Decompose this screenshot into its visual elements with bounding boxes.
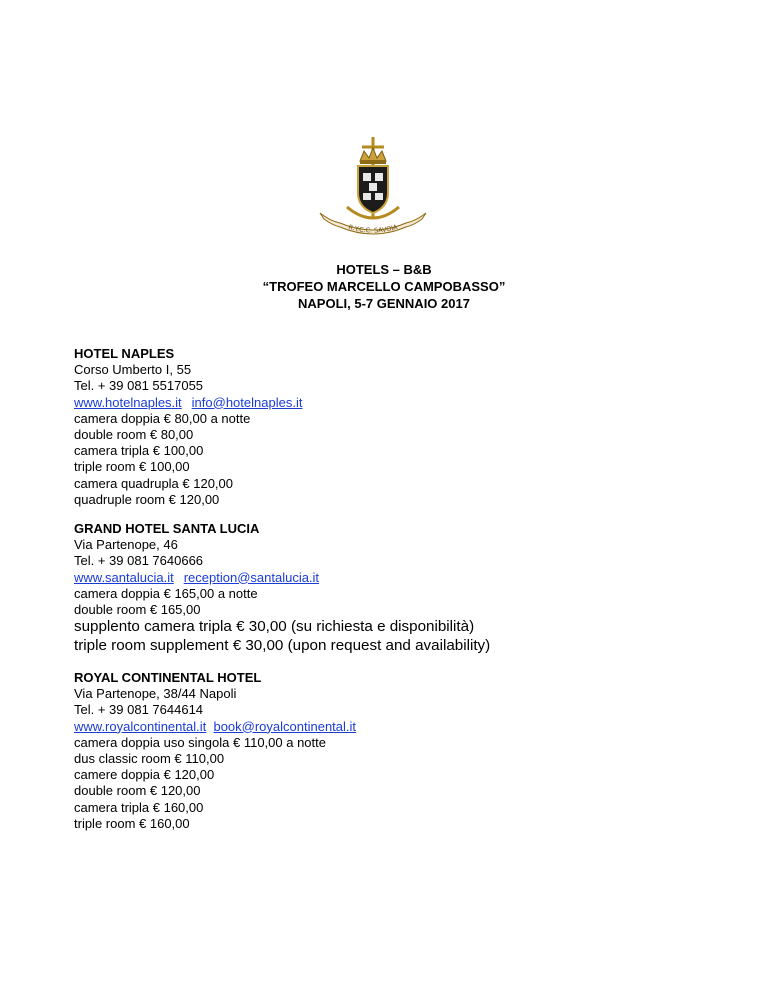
website-link[interactable]: www.hotelnaples.it [74, 394, 182, 410]
crown-icon [360, 148, 386, 164]
website-link[interactable]: www.royalcontinental.it [74, 718, 207, 734]
rate-line: camera doppia uso singola € 110,00 a notte [74, 734, 326, 750]
hotel-name: ROYAL CONTINENTAL HOTEL [74, 670, 262, 685]
document-title [0, 261, 768, 312]
hotel-address: Via Partenope, 38/44 Napoli [74, 686, 237, 702]
club-crest-logo [314, 133, 432, 243]
rate-line: double room € 120,00 [74, 783, 201, 799]
ribbon-text: R.Y.C.C. SAVOIA [347, 223, 399, 235]
shield-icon [358, 166, 388, 213]
email-link[interactable]: reception@santalucia.it [183, 569, 320, 585]
website-link[interactable]: www.santalucia.it [74, 569, 174, 585]
hotel-phone: Tel. + 39 081 7640666 [74, 553, 204, 569]
hotel-links [74, 395, 302, 411]
email-link[interactable]: info@hotelnaples.it [191, 394, 303, 410]
rate-line: camera tripla € 100,00 [74, 443, 204, 459]
email-link[interactable]: book@royalcontinental.it [213, 718, 357, 734]
rate-line: triple room € 160,00 [74, 815, 190, 831]
rate-line: double room € 165,00 [74, 602, 201, 618]
rate-line: triple room € 100,00 [74, 459, 190, 475]
hotel-phone: Tel. + 39 081 5517055 [74, 378, 204, 394]
supplement-line: supplento camera tripla € 30,00 (su richiesta e disponibilità) [74, 618, 475, 636]
hotel-entry-hotel-naples [74, 346, 302, 508]
rate-line: dus classic room € 110,00 [74, 751, 225, 767]
rate-line: camere doppia € 120,00 [74, 767, 215, 783]
hotel-entry-royal-continental-hotel [74, 670, 356, 832]
hotel-entry-grand-hotel-santa-lucia [74, 521, 490, 655]
hotel-name: GRAND HOTEL SANTA LUCIA [74, 521, 260, 536]
hotel-links [74, 570, 490, 586]
title-line-2: “TROFEO MARCELLO CAMPOBASSO” [262, 279, 506, 294]
rate-line: double room € 80,00 [74, 427, 194, 443]
rate-line: camera tripla € 160,00 [74, 799, 204, 815]
title-line-3: NAPOLI, 5-7 GENNAIO 2017 [298, 296, 470, 311]
rate-line: camera doppia € 165,00 a notte [74, 585, 258, 601]
rate-line: camera quadrupla € 120,00 [74, 475, 234, 491]
title-line-1: HOTELS – B&B [336, 262, 432, 277]
hotel-address: Corso Umberto I, 55 [74, 362, 192, 378]
rate-line: camera doppia € 80,00 a notte [74, 410, 251, 426]
hotel-phone: Tel. + 39 081 7644614 [74, 702, 204, 718]
rate-line: quadruple room € 120,00 [74, 491, 220, 507]
svg-text:R.Y.C.C. SAVOIA [348, 223, 399, 235]
hotel-name: HOTEL NAPLES [74, 346, 175, 361]
hotel-links [74, 719, 356, 735]
supplement-line: triple room supplement € 30,00 (upon request and availability) [74, 636, 491, 654]
hotel-address: Via Partenope, 46 [74, 537, 178, 553]
